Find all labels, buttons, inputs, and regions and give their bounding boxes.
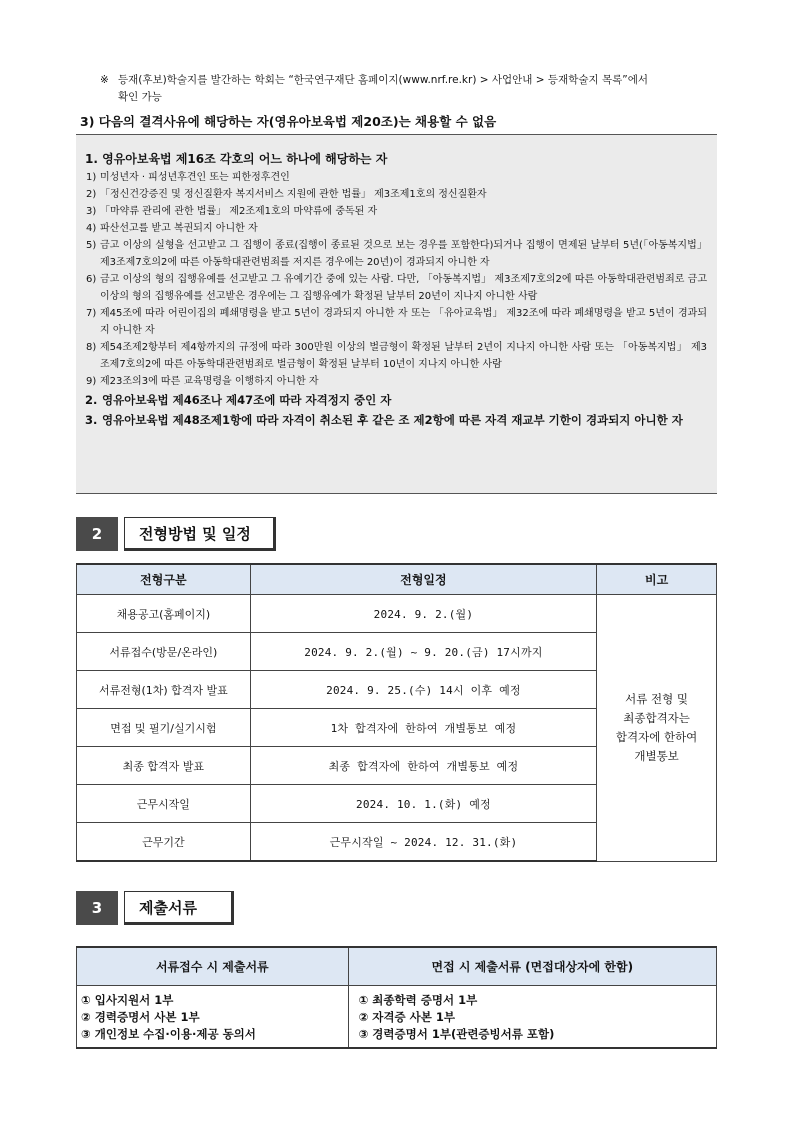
box-heading-2 — [85, 390, 711, 410]
item-number: 1) — [86, 172, 97, 183]
item-text: 제45조에 따라 어린이집의 폐쇄명령을 받고 5년이 경과되지 아니한 자 또는 「유아교육법」 제32조에 따라 폐쇄명령을 받고 5년이 경과되지 아니한 자 — [100, 308, 707, 336]
list-item: ③ 개인정보 수집·이용·제공 동의서 — [81, 1027, 256, 1041]
date-cell: 1차 합격자에 한하여 개별통보 예정 — [250, 709, 596, 747]
date-cell: 2024. 9. 2.(월) ~ 9. 20.(금) 17시까지 — [250, 633, 596, 671]
stage-cell: 근무시작일 — [77, 785, 251, 823]
list-item: ① 입사지원서 1부 — [81, 993, 174, 1007]
remark-line: 합격자에 한하여 — [615, 729, 698, 744]
heading-text: 영유아보육법 제48조제1항에 따라 자격이 취소된 후 같은 조 제2항에 따른 자격 재교부 기한이 경과되지 아니한 자 — [102, 413, 683, 427]
section-title: 제출서류 — [124, 891, 234, 925]
remark-cell — [597, 595, 717, 862]
list-item — [82, 203, 707, 220]
date-cell: 2024. 9. 2.(월) — [250, 595, 596, 633]
item-number: 5) — [86, 240, 97, 251]
application-docs-cell — [77, 986, 349, 1049]
note-line-1: 등재(후보)학술지를 발간하는 학회는 “한국연구재단 홈페이지(www.nrf.re.kr) > 사업안내 > 등재학술지 목록”에서 — [118, 74, 648, 86]
remark-line: 최종합격자는 — [623, 710, 690, 725]
journal-note — [100, 72, 730, 106]
section-number: 3 — [76, 891, 118, 925]
remark-line: 개별통보 — [634, 748, 679, 763]
stage-cell: 채용공고(홈페이지) — [77, 595, 251, 633]
list-item: ③ 경력증명서 1부(관련증빙서류 포함) — [358, 1027, 555, 1041]
item-text: 제54조제2항부터 제4항까지의 규정에 따라 300만원 이상의 벌금형이 확정된 날부터 2년이 지나지 아니한 사람 또는 「아동복지법」 제3조제7호의2에 따른 아동학대관련범죄로 벌금형이 확정된 날부터 10년이 지나지 아니한 사람 — [100, 342, 707, 370]
section-3-header — [76, 891, 234, 925]
item-text: 제23조의3에 따른 교육명령을 이행하지 아니한 자 — [100, 376, 319, 387]
heading-number: 2. — [85, 393, 98, 407]
item-number: 8) — [86, 342, 97, 353]
column-header: 서류접수 시 제출서류 — [77, 947, 349, 986]
item-number: 7) — [86, 308, 97, 319]
section-title: 전형방법 및 일정 — [124, 517, 276, 551]
stage-cell: 최종 합격자 발표 — [77, 747, 251, 785]
stage-cell: 면접 및 필기/실기시험 — [77, 709, 251, 747]
box-item-list — [82, 169, 711, 390]
item-text: 「마약류 관리에 관한 법률」 제2조제1호의 마약류에 중독된 자 — [100, 206, 378, 217]
list-item — [82, 169, 707, 186]
column-header: 전형일정 — [250, 564, 596, 595]
section-number: 2 — [76, 517, 118, 551]
note-marker: ※ — [100, 74, 109, 86]
box-heading-3 — [85, 410, 711, 430]
item-text: 「정신건강증진 및 정신질환자 복지서비스 지원에 관한 법률」 제3조제1호의 정신질환자 — [100, 189, 487, 200]
list-item — [82, 220, 707, 237]
date-cell: 2024. 9. 25.(수) 14시 이후 예정 — [250, 671, 596, 709]
section-2-header — [76, 517, 276, 551]
list-item: ② 경력증명서 사본 1부 — [81, 1010, 200, 1024]
item-number: 2) — [86, 189, 97, 200]
documents-table — [76, 946, 717, 1049]
disqualification-box — [76, 134, 717, 494]
list-item: ① 최종학력 증명서 1부 — [358, 993, 478, 1007]
stage-cell: 근무기간 — [77, 823, 251, 862]
item-text: 금고 이상의 형의 집행유예를 선고받고 그 유예기간 중에 있는 사람. 다만, 「아동복지법」 제3조제7호의2에 따른 아동학대관련범죄로 금고 이상의 형의 집행유예를 선고받은 경우에는 그 집행유예가 확정된 날부터 20년이 지나지 아니한 사람 — [100, 274, 707, 302]
list-item — [82, 305, 707, 339]
list-item — [82, 373, 707, 390]
date-cell: 최종 합격자에 한하여 개별통보 예정 — [250, 747, 596, 785]
date-cell: 근무시작일 ~ 2024. 12. 31.(화) — [250, 823, 596, 862]
item-number: 3) — [86, 206, 97, 217]
note-line-2: 확인 가능 — [118, 91, 162, 103]
box-heading-1: 1. 영유아보육법 제16조 각호의 어느 하나에 해당하는 자 — [85, 152, 388, 166]
column-header: 전형구분 — [77, 564, 251, 595]
interview-docs-cell — [348, 986, 716, 1049]
item-text: 금고 이상의 실형을 선고받고 그 집행이 종료(집행이 종료된 것으로 보는 경우를 포함한다)되거나 집행이 면제된 날부터 5년(「아동복지법」 제3조제7호의2에 따른 아동학대관련범죄를 저지른 경우에는 20년)이 경과되지 아니한 자 — [100, 240, 707, 268]
item-number: 9) — [86, 376, 97, 387]
heading-text: 영유아보육법 제46조나 제47조에 따라 자격정지 중인 자 — [102, 393, 392, 407]
column-header: 면접 시 제출서류 (면접대상자에 한함) — [348, 947, 716, 986]
table-row — [77, 595, 717, 633]
list-item — [82, 237, 707, 271]
list-item — [82, 271, 707, 305]
item-number: 4) — [86, 223, 97, 234]
table-row — [77, 986, 717, 1049]
remark-line: 서류 전형 및 — [625, 691, 689, 706]
list-item — [82, 339, 707, 373]
list-item — [82, 186, 707, 203]
date-cell: 2024. 10. 1.(화) 예정 — [250, 785, 596, 823]
item-text: 파산선고를 받고 복권되지 아니한 자 — [100, 223, 258, 234]
stage-cell: 서류접수(방문/온라인) — [77, 633, 251, 671]
item-number: 6) — [86, 274, 97, 285]
column-header: 비고 — [597, 564, 717, 595]
stage-cell: 서류전형(1차) 합격자 발표 — [77, 671, 251, 709]
disqualification-heading: 3) 다음의 결격사유에 해당하는 자(영유아보육법 제20조)는 채용할 수 없음 — [80, 114, 497, 129]
heading-number: 3. — [85, 413, 98, 427]
item-text: 미성년자 · 피성년후견인 또는 피한정후견인 — [100, 172, 290, 183]
list-item: ② 자격증 사본 1부 — [358, 1010, 455, 1024]
schedule-table — [76, 563, 717, 862]
